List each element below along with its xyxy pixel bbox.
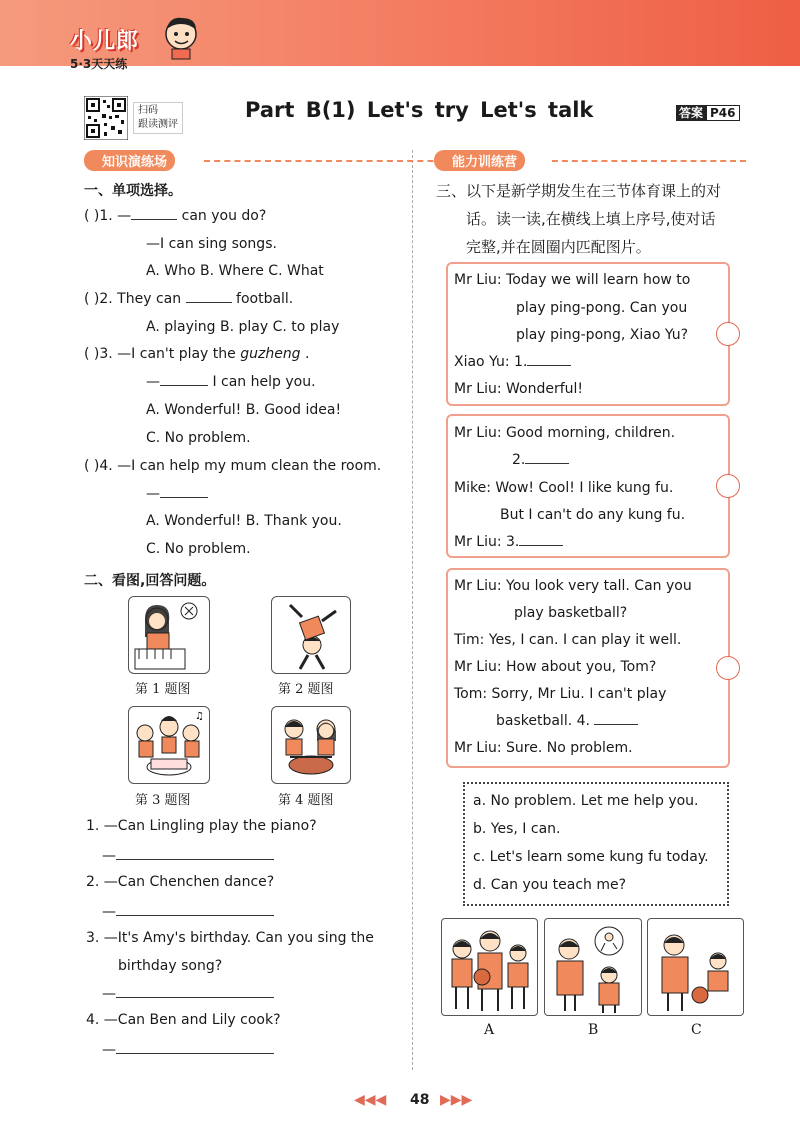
box3-line4: Mr Liu: How about you, Tom? (454, 659, 657, 675)
answer-line-2[interactable] (102, 904, 274, 920)
match-label-b: B (588, 1022, 599, 1038)
q1-line1 (84, 208, 266, 224)
box2-blank-label-3: Mr Liu: 3. (454, 534, 520, 550)
q4-blank[interactable] (160, 496, 208, 498)
logo (70, 24, 139, 72)
match-circle-2[interactable] (716, 474, 740, 498)
picture-q2 (271, 596, 351, 674)
q4-line2 (146, 486, 208, 502)
section-dash-line (204, 160, 464, 162)
part1-title: 一、单项选择。 (84, 183, 182, 199)
q1-options: A. Who B. Where C. What (146, 263, 324, 279)
q3-stem: ( )3. —I can't play the (84, 346, 241, 362)
column-divider (412, 150, 413, 1070)
picture-q4 (271, 706, 351, 784)
match-label-a: A (484, 1022, 495, 1038)
birthday-party-icon (129, 707, 209, 783)
box2-line5 (454, 534, 563, 550)
qr-label-scan: 扫码 (138, 105, 158, 116)
pic-question-3-cont: birthday song? (118, 958, 223, 974)
answer-dash: — (102, 848, 116, 864)
logo-main: 小儿郎 (70, 29, 140, 54)
q3-options-1: A. Wonderful! B. Good idea! (146, 402, 342, 418)
answer-line-3[interactable] (102, 986, 274, 1002)
q3-italic-word: guzheng (240, 346, 301, 362)
mascot-icon (160, 14, 202, 60)
q3-dash: — (146, 374, 160, 390)
picture-q1 (128, 596, 210, 674)
box3-blank-label: basketball. 4. (496, 713, 590, 729)
box2-blank-2[interactable] (525, 462, 569, 464)
q2-rest: football. (236, 291, 294, 307)
section-header-left (84, 150, 394, 170)
box3-blank-4[interactable] (594, 723, 638, 725)
q2-stem: ( )2. They can (84, 291, 182, 307)
box3-line1: Mr Liu: You look very tall. Can you (454, 578, 692, 594)
box1-line5: Mr Liu: Wonderful! (454, 381, 584, 397)
qr-label (133, 102, 183, 134)
box1-blank-label: Xiao Yu: 1. (454, 354, 528, 370)
option-c: c. Let's learn some kung fu today. (473, 849, 709, 865)
answer-blank[interactable] (116, 914, 274, 916)
option-b: b. Yes, I can. (473, 821, 561, 837)
box1-line1: Mr Liu: Today we will learn how to (454, 272, 691, 288)
q4-options-2: C. No problem. (146, 541, 251, 557)
part3-intro-1: 三、以下是新学期发生在三节体育课上的对 (436, 182, 722, 200)
caption-q4: 第 4 题图 (278, 793, 334, 808)
q4-options-1: A. Wonderful! B. Thank you. (146, 513, 342, 529)
boy-dance-icon (272, 597, 350, 673)
caption-q1: 第 1 题图 (135, 682, 191, 697)
match-label-c: C (691, 1022, 702, 1038)
answer-line-4[interactable] (102, 1042, 274, 1058)
q1-blank[interactable] (131, 218, 177, 220)
q3-options-2: C. No problem. (146, 430, 251, 446)
svg-text:♫: ♫ (195, 711, 204, 722)
qr-code-icon[interactable] (84, 96, 128, 140)
part3-intro-3: 完整,并在圆圈内匹配图片。 (466, 238, 651, 256)
q2-blank[interactable] (186, 301, 232, 303)
box3-line7: Mr Liu: Sure. No problem. (454, 740, 633, 756)
section-tag-left: 知识演练场 (84, 150, 175, 171)
answer-dash: — (102, 1042, 116, 1058)
pic-question-3: 3. —It's Amy's birthday. Can you sing the (86, 930, 374, 946)
box2-blank-3[interactable] (519, 544, 563, 546)
pic-question-4: 4. —Can Ben and Lily cook? (86, 1012, 281, 1028)
q3-rest: I can help you. (212, 374, 316, 390)
girl-piano-icon (129, 597, 209, 673)
q4-line1: ( )4. —I can help my mum clean the room. (84, 458, 382, 474)
caption-q2: 第 2 题图 (278, 682, 334, 697)
box2-line3: Mike: Wow! Cool! I like kung fu. (454, 480, 674, 496)
match-circle-1[interactable] (716, 322, 740, 346)
answer-dash: — (102, 904, 116, 920)
q3-dot: . (300, 346, 310, 362)
page-title: Part B(1) Let's try Let's talk (245, 98, 594, 122)
section-dash-line (552, 160, 746, 162)
part3-intro-2: 话。读一读,在横线上填上序号,使对话 (466, 210, 716, 228)
match-picture-b (544, 918, 642, 1016)
pingpong-class-icon (442, 919, 537, 1015)
match-picture-a (441, 918, 538, 1016)
q3-blank[interactable] (160, 384, 208, 386)
qr-label-read: 跟读测评 (138, 119, 178, 130)
answer-label: 答案 (676, 105, 706, 121)
answer-blank[interactable] (116, 1052, 274, 1054)
box3-line3: Tim: Yes, I can. I can play it well. (454, 632, 682, 648)
caption-q3: 第 3 题图 (135, 793, 191, 808)
pic-question-1: 1. —Can Lingling play the piano? (86, 818, 317, 834)
q1-rest: can you do? (181, 208, 267, 224)
match-picture-c (647, 918, 744, 1016)
section-tag-right: 能力训练营 (434, 150, 525, 171)
option-d: d. Can you teach me? (473, 877, 627, 893)
pic-question-2: 2. —Can Chenchen dance? (86, 874, 275, 890)
answer-ref[interactable] (676, 104, 740, 121)
q1-stem: ( )1. — (84, 208, 132, 224)
q4-dash: — (146, 486, 160, 502)
basketball-class-icon (648, 919, 743, 1015)
box3-line2: play basketball? (514, 605, 628, 621)
answer-line-1[interactable] (102, 848, 274, 864)
page-arrows-left: ◀◀◀ (354, 1092, 387, 1108)
box3-line5: Tom: Sorry, Mr Liu. I can't play (454, 686, 667, 702)
q3-line1 (84, 346, 309, 362)
logo-sub: 5·3天天练 (70, 57, 128, 71)
box1-blank-1[interactable] (527, 364, 571, 366)
box2-blank-label: 2. (512, 452, 526, 468)
answer-blank[interactable] (116, 858, 274, 860)
kungfu-class-icon (545, 919, 641, 1015)
match-circle-3[interactable] (716, 656, 740, 680)
answer-page: P46 (706, 105, 740, 121)
box3-line6 (496, 713, 638, 729)
q2-line1 (84, 291, 293, 307)
picture-q3 (128, 706, 210, 784)
option-a: a. No problem. Let me help you. (473, 793, 699, 809)
part2-title: 二、看图,回答问题。 (84, 573, 216, 589)
q1-line2: —I can sing songs. (146, 236, 277, 252)
box2-line4: But I can't do any kung fu. (500, 507, 686, 523)
answer-blank[interactable] (116, 996, 274, 998)
page-arrows-right: ▶▶▶ (440, 1092, 473, 1108)
box1-line3: play ping-pong, Xiao Yu? (516, 327, 689, 343)
section-header-right (434, 150, 754, 170)
box1-line2: play ping-pong. Can you (516, 300, 688, 316)
answer-dash: — (102, 986, 116, 1002)
q2-options: A. playing B. play C. to play (146, 319, 340, 335)
box1-line4 (454, 354, 571, 370)
box2-line1: Mr Liu: Good morning, children. (454, 425, 676, 441)
page-number: 48 (410, 1092, 430, 1108)
box2-line2 (512, 452, 569, 468)
q3-line2 (146, 374, 316, 390)
kids-cooking-icon (272, 707, 350, 783)
